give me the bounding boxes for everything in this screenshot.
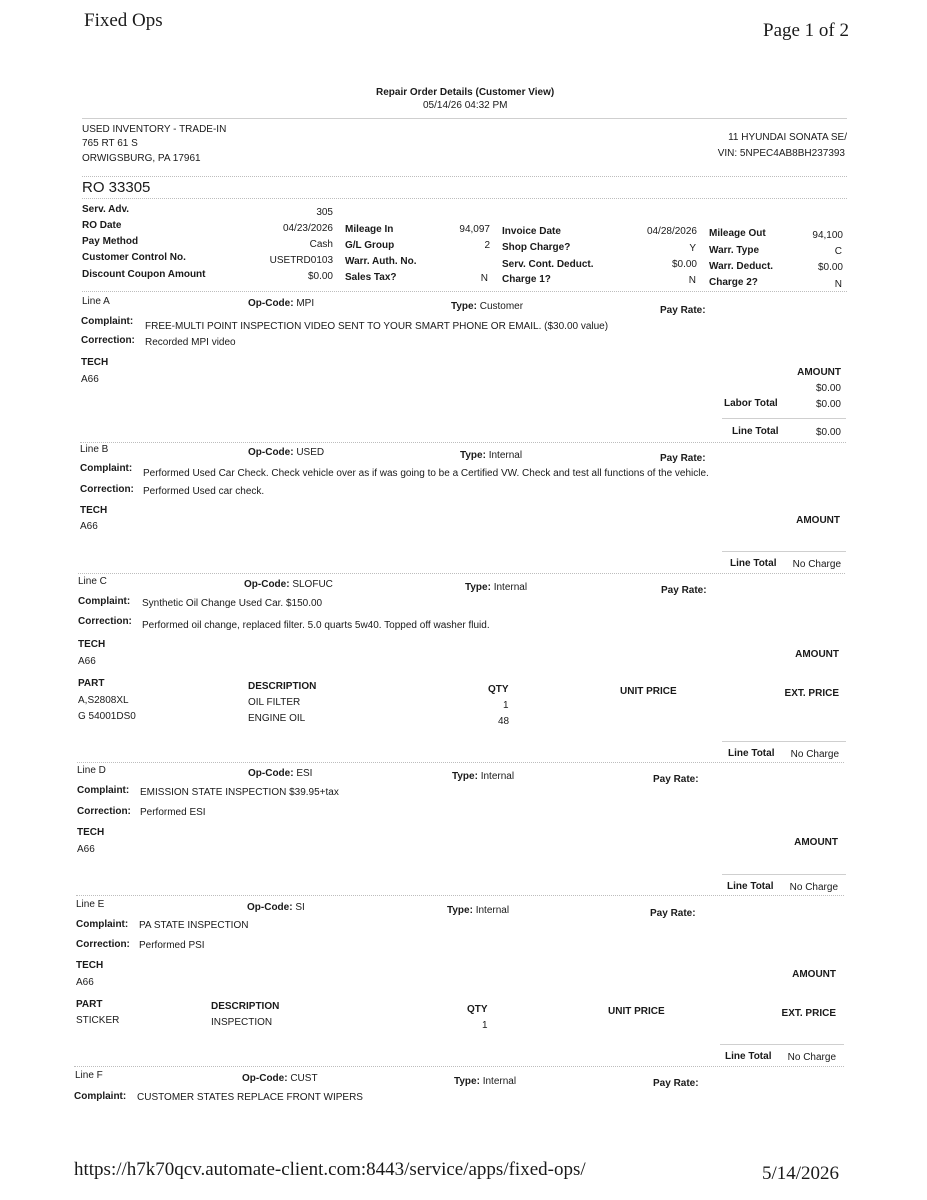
- pay-rate-label: Pay Rate:: [660, 305, 706, 316]
- shop-charge-value: Y: [689, 243, 696, 254]
- opcode-value: SI: [295, 902, 305, 913]
- opcode-value: ESI: [296, 768, 313, 779]
- customer-city: ORWIGSBURG, PA 17961: [82, 153, 201, 164]
- sales-tax-value: N: [480, 273, 488, 284]
- type-value: Internal: [480, 771, 515, 782]
- part-description: OIL FILTER: [248, 697, 301, 708]
- coupon-value: $0.00: [307, 271, 333, 282]
- opcode-value: MPI: [296, 298, 315, 309]
- charge2-label: Charge 2?: [709, 277, 758, 288]
- description-header: DESCRIPTION: [211, 1001, 280, 1012]
- divider: [74, 1066, 844, 1067]
- mileage-in-value: 94,097: [459, 224, 490, 235]
- serv-adv-value: 305: [316, 207, 333, 218]
- correction-label: Correction:: [76, 939, 130, 950]
- line-total-label: Line Total: [725, 1051, 772, 1062]
- line-total-label: Line Total: [727, 881, 774, 892]
- ext-price-header: EXT. PRICE: [781, 1008, 836, 1019]
- ccn-value: USETRD0103: [269, 255, 333, 266]
- tech-value: A66: [76, 977, 94, 988]
- divider: [80, 442, 846, 443]
- serv-cont-value: $0.00: [671, 259, 697, 270]
- customer-name: USED INVENTORY - TRADE-IN: [82, 124, 227, 135]
- opcode-label: Op-Code:: [242, 1073, 288, 1084]
- line-name: Line B: [80, 444, 109, 455]
- opcode-value: SLOFUC: [292, 579, 333, 590]
- type-value: Customer: [479, 301, 524, 312]
- print-header-title: Fixed Ops: [84, 10, 163, 31]
- charge1-label: Charge 1?: [502, 274, 551, 285]
- complaint-label: Complaint:: [76, 919, 129, 930]
- type-value: Internal: [488, 450, 523, 461]
- pay-rate-label: Pay Rate:: [653, 774, 699, 785]
- correction-text: Recorded MPI video: [145, 337, 236, 348]
- tech-value: A66: [78, 656, 96, 667]
- line-name: Line E: [76, 899, 105, 910]
- divider: [722, 418, 846, 419]
- type-label: Type:: [465, 582, 491, 593]
- line-name: Line F: [75, 1070, 103, 1081]
- opcode-value: CUST: [290, 1073, 318, 1084]
- complaint-text: FREE-MULTI POINT INSPECTION VIDEO SENT TO YOUR SMART PHONE OR EMAIL. ($30.00 value): [145, 321, 609, 332]
- type-value: Internal: [493, 582, 528, 593]
- serv-cont-label: Serv. Cont. Deduct.: [502, 259, 594, 270]
- line-total-value: $0.00: [815, 427, 841, 438]
- pay-rate-label: Pay Rate:: [650, 908, 696, 919]
- complaint-text: Synthetic Oil Change Used Car. $150.00: [142, 598, 323, 609]
- type-label: Type:: [452, 771, 478, 782]
- type-label: Type:: [447, 905, 473, 916]
- pay-rate-label: Pay Rate:: [660, 453, 706, 464]
- pay-method-label: Pay Method: [82, 236, 139, 247]
- coupon-label: Discount Coupon Amount: [82, 269, 206, 280]
- complaint-label: Complaint:: [78, 596, 131, 607]
- divider: [722, 741, 846, 742]
- correction-text: Performed PSI: [139, 940, 205, 951]
- charge1-value: N: [688, 275, 696, 286]
- line-total-label: Line Total: [732, 426, 779, 437]
- amount-label: AMOUNT: [794, 837, 838, 848]
- warr-deduct-label: Warr. Deduct.: [709, 261, 774, 272]
- ext-price-header: EXT. PRICE: [784, 688, 839, 699]
- pay-rate-label: Pay Rate:: [661, 585, 707, 596]
- complaint-label: Complaint:: [77, 785, 130, 796]
- complaint-text: Performed Used Car Check. Check vehicle over as if was going to be a Certified VW. Check and test all functions of the vehicle.: [143, 468, 709, 479]
- qty-header: QTY: [467, 1004, 488, 1015]
- complaint-text: PA STATE INSPECTION: [139, 920, 249, 931]
- line-total-value: No Charge: [789, 882, 838, 893]
- ccn-label: Customer Control No.: [82, 252, 186, 263]
- ro-number: RO 33305: [82, 179, 151, 196]
- opcode-label: Op-Code:: [248, 447, 294, 458]
- tech-label: TECH: [78, 639, 106, 650]
- gl-group-value: 2: [484, 240, 490, 251]
- tech-label: TECH: [76, 960, 104, 971]
- report-datetime: 05/14/26 04:32 PM: [423, 100, 508, 111]
- amount-label: AMOUNT: [796, 515, 840, 526]
- charge2-value: N: [834, 279, 842, 290]
- line-name: Line A: [82, 296, 110, 307]
- mileage-in-label: Mileage In: [345, 224, 394, 235]
- mileage-out-value: 94,100: [812, 230, 843, 241]
- tech-value: A66: [80, 521, 98, 532]
- ro-date-label: RO Date: [82, 220, 122, 231]
- tech-value: A66: [81, 374, 99, 385]
- tech-label: TECH: [77, 827, 105, 838]
- customer-address: 765 RT 61 S: [82, 138, 138, 149]
- line-total-value: No Charge: [790, 749, 839, 760]
- divider: [82, 291, 847, 292]
- tech-label: TECH: [80, 505, 108, 516]
- divider: [722, 874, 846, 875]
- vehicle-desc: 11 HYUNDAI SONATA SE/: [728, 132, 847, 143]
- qty-header: QTY: [488, 684, 509, 695]
- part-description: INSPECTION: [211, 1017, 273, 1028]
- correction-label: Correction:: [81, 335, 135, 346]
- line-total-label: Line Total: [728, 748, 775, 759]
- divider: [82, 118, 847, 119]
- part-qty: 1: [482, 1020, 488, 1031]
- warr-auth-label: Warr. Auth. No.: [345, 256, 417, 267]
- complaint-label: Complaint:: [74, 1091, 127, 1102]
- divider: [722, 551, 846, 552]
- part-description: ENGINE OIL: [248, 713, 306, 724]
- type-label: Type:: [460, 450, 486, 461]
- type-value: Internal: [482, 1076, 517, 1087]
- labor-total-label: Labor Total: [724, 398, 778, 409]
- line-total-value: No Charge: [787, 1052, 836, 1063]
- line-total-value: No Charge: [792, 559, 841, 570]
- invoice-date-label: Invoice Date: [502, 226, 561, 237]
- opcode-value: USED: [296, 447, 325, 458]
- part-header: PART: [78, 678, 105, 689]
- correction-text: Performed oil change, replaced filter. 5.0 quarts 5w40. Topped off washer fluid.: [142, 620, 490, 631]
- type-label: Type:: [454, 1076, 480, 1087]
- type-label: Type:: [451, 301, 477, 312]
- tech-value: A66: [77, 844, 95, 855]
- opcode-label: Op-Code:: [244, 579, 290, 590]
- divider: [77, 762, 844, 763]
- description-header: DESCRIPTION: [248, 681, 317, 692]
- warr-type-label: Warr. Type: [709, 245, 760, 256]
- invoice-date-value: 04/28/2026: [646, 226, 697, 237]
- complaint-text: EMISSION STATE INSPECTION $39.95+tax: [140, 787, 339, 798]
- part-qty: 1: [503, 700, 509, 711]
- complaint-text: CUSTOMER STATES REPLACE FRONT WIPERS: [137, 1092, 363, 1103]
- sales-tax-label: Sales Tax?: [345, 272, 397, 283]
- correction-text: Performed Used car check.: [143, 486, 265, 497]
- opcode-label: Op-Code:: [248, 768, 294, 779]
- part-header: PART: [76, 999, 103, 1010]
- part-qty: 48: [498, 716, 510, 727]
- correction-label: Correction:: [80, 484, 134, 495]
- pay-method-value: Cash: [309, 239, 333, 250]
- unit-price-header: UNIT PRICE: [620, 686, 677, 697]
- divider: [720, 1044, 844, 1045]
- divider: [76, 895, 844, 896]
- line-total-label: Line Total: [730, 558, 777, 569]
- shop-charge-label: Shop Charge?: [502, 242, 571, 253]
- divider: [78, 573, 845, 574]
- ro-date-value: 04/23/2026: [282, 223, 333, 234]
- correction-label: Correction:: [77, 806, 131, 817]
- print-footer-date: 5/14/2026: [762, 1163, 840, 1184]
- type-value: Internal: [475, 905, 510, 916]
- serv-adv-label: Serv. Adv.: [82, 204, 130, 215]
- vehicle-vin: VIN: 5NPEC4AB8BH237393: [717, 148, 845, 159]
- warr-deduct-value: $0.00: [817, 262, 843, 273]
- amount-label: AMOUNT: [797, 367, 841, 378]
- gl-group-label: G/L Group: [345, 240, 395, 251]
- correction-text: Performed ESI: [140, 807, 206, 818]
- line-name: Line D: [77, 765, 106, 776]
- tech-label: TECH: [81, 357, 109, 368]
- divider: [82, 176, 847, 177]
- mileage-out-label: Mileage Out: [709, 228, 766, 239]
- part-number: STICKER: [76, 1015, 120, 1026]
- labor-total-value: $0.00: [815, 399, 841, 410]
- print-footer-url: https://h7k70qcv.automate-client.com:8443/service/apps/fixed-ops/: [74, 1159, 586, 1180]
- unit-price-header: UNIT PRICE: [608, 1006, 665, 1017]
- pay-rate-label: Pay Rate:: [653, 1078, 699, 1089]
- divider: [82, 198, 847, 199]
- correction-label: Correction:: [78, 616, 132, 627]
- opcode-label: Op-Code:: [248, 298, 294, 309]
- warr-type-value: C: [834, 246, 842, 257]
- part-number: G 54001DS0: [78, 711, 136, 722]
- complaint-label: Complaint:: [80, 463, 133, 474]
- amount-label: AMOUNT: [792, 969, 836, 980]
- amount-label: AMOUNT: [795, 649, 839, 660]
- opcode-label: Op-Code:: [247, 902, 293, 913]
- amount-value: $0.00: [815, 383, 841, 394]
- part-number: A,S2808XL: [78, 695, 129, 706]
- report-title: Repair Order Details (Customer View): [376, 87, 555, 98]
- complaint-label: Complaint:: [81, 316, 134, 327]
- line-name: Line C: [78, 576, 107, 587]
- print-header-page: Page 1 of 2: [763, 20, 850, 41]
